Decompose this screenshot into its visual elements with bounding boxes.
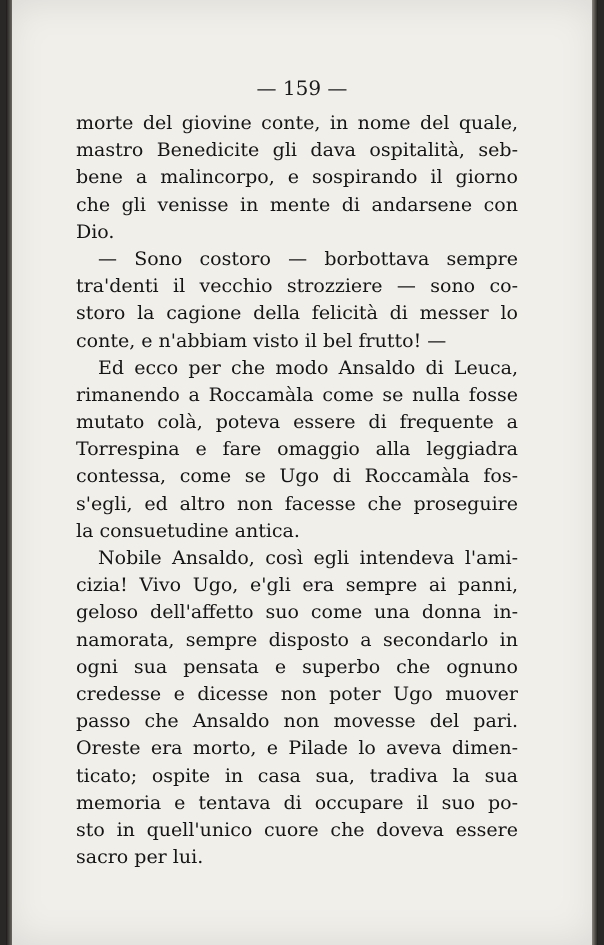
text-line: la consuetudine antica.: [76, 519, 300, 542]
text-line: mastro Benedicite gli dava ospitalità, seb-: [76, 139, 518, 162]
text-line: credesse e dicesse non poter Ugo muover: [76, 682, 518, 705]
text-line: Oreste era morto, e Pilade lo aveva dimen-: [76, 737, 518, 760]
text-line: sacro per lui.: [76, 846, 204, 869]
page-number: — 159 —: [256, 76, 348, 100]
text-line: storo la cagione della felicità di messer lo: [76, 302, 518, 325]
text-line: che gli venisse in mente di andarsene con: [76, 193, 518, 216]
body-text: [76, 110, 518, 871]
text-line: Nobile Ansaldo, così egli intendeva l'ami-: [98, 547, 518, 569]
text-line: ticato; ospite in casa sua, tradiva la sua: [76, 764, 518, 787]
text-line: — Sono costoro — borbottava sempre: [98, 247, 518, 270]
text-line: ogni sua pensata e superbo che ognuno: [76, 655, 518, 678]
text-line: mutato colà, poteva essere di frequente a: [76, 411, 518, 434]
text-line: namorata, sempre disposto a secondarlo in: [76, 628, 518, 651]
text-line: memoria e tentava di occupare il suo po-: [76, 791, 518, 814]
text-line: bene a malincorpo, e sospirando il giorno: [76, 166, 518, 189]
text-line: geloso dell'affetto suo come una donna in-: [76, 601, 518, 624]
text-line: Torrespina e fare omaggio alla leggiadra: [76, 438, 518, 461]
text-line: tra'denti il vecchio strozziere — sono co-: [76, 275, 518, 298]
text-line: rimanendo a Roccamàla come se nulla fosse: [76, 383, 518, 406]
text-line: morte del giovine conte, in nome del quale,: [76, 112, 518, 134]
text-line: Ed ecco per che modo Ansaldo di Leuca,: [98, 356, 518, 379]
text-line: sto in quell'unico cuore che doveva essere: [76, 818, 518, 841]
text-line: cizia! Vivo Ugo, e'gli era sempre ai panni,: [76, 574, 518, 597]
page-left-edge: [6, 0, 12, 945]
text-line: Dio.: [76, 220, 115, 243]
text-line: conte, e n'abbiam visto il bel frutto! —: [76, 329, 447, 352]
text-line: s'egli, ed altro non facesse che proseguire: [76, 492, 518, 515]
text-line: contessa, come se Ugo di Roccamàla fos-: [76, 465, 518, 488]
text-line: passo che Ansaldo non movesse del pari.: [76, 710, 518, 733]
page-right-edge: [592, 0, 598, 945]
